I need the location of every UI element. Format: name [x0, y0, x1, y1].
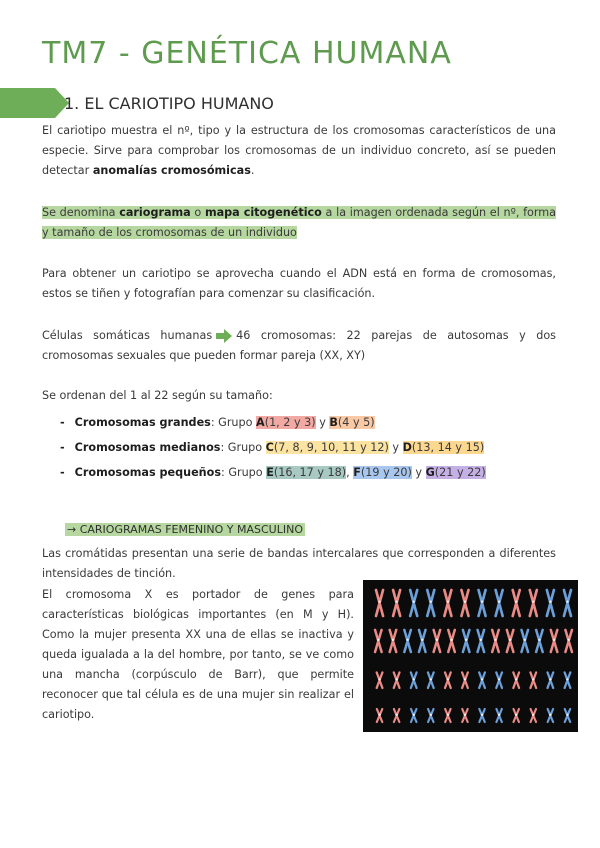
chromosome-mark	[547, 672, 553, 688]
chromosome-mark	[513, 709, 518, 722]
bullet-dash: -	[60, 466, 65, 479]
group-list-item: - Cromosomas grandes: Grupo A(1, 2 y 3) y B(4 y 5)	[60, 416, 375, 429]
section-tab-marker	[0, 88, 55, 118]
group-category-label: Cromosomas medianos	[74, 441, 221, 454]
chromosome-mark	[496, 672, 502, 688]
chromosome-mark	[462, 709, 467, 722]
chromosome-mark	[411, 709, 416, 722]
group-connector-text: Grupo	[218, 416, 257, 429]
cromatidas-paragraph: Las cromátidas presentan una serie de bandas intercalares que corresponden a diferentes intensidades de tinción.	[42, 547, 556, 580]
cariograma-paragraph	[42, 203, 556, 243]
chromosome-mark	[393, 590, 400, 616]
cromosoma-x-paragraph: El cromosoma X es portador de genes para características biológicas importantes (en M y H). Como la mujer presenta XX una de ellas se inactiva y queda igualada a la del hombre, por tanto, se ve como una mancha (corpúsculo de Barr), que permite reconocer que tal célula es de una mujer sin realizar el cariotipo.	[42, 588, 354, 721]
arrow-right-icon	[216, 330, 232, 342]
section-heading: 1. EL CARIOTIPO HUMANO	[64, 94, 274, 113]
anomalias-bold: anomalías cromosómicas	[92, 164, 251, 177]
chromosome-mark	[521, 630, 528, 652]
chromosome-mark	[445, 709, 450, 722]
chromosome-mark	[461, 590, 468, 616]
chromosome-mark	[479, 672, 485, 688]
chromosome-mark	[547, 590, 554, 616]
chromosome-mark	[551, 630, 558, 652]
karyotype-image	[363, 580, 578, 732]
chromosome-mark	[376, 590, 383, 616]
chromosome-mark	[507, 630, 514, 652]
page-title: TM7 - GENÉTICA HUMANA	[42, 36, 452, 71]
chromosome-mark	[411, 672, 417, 688]
chromosome-mark	[564, 590, 571, 616]
ordenan-paragraph: Se ordenan del 1 al 22 según su tamaño:	[42, 389, 273, 402]
group-connector-text: Grupo	[227, 441, 266, 454]
chromosome-mark	[530, 590, 537, 616]
celulas-paragraph	[42, 326, 556, 366]
chromosome-mark	[377, 672, 383, 688]
bullet-dash: -	[60, 441, 65, 454]
chromosome-mark	[377, 709, 382, 722]
chromosome-mark	[445, 672, 451, 688]
group-badge: E(16, 17 y 18)	[266, 466, 347, 479]
chromosome-mark	[404, 630, 411, 652]
group-badge: C(7, 8, 9, 10, 11 y 12)	[265, 441, 389, 454]
chromosome-mark	[536, 630, 543, 652]
chromosome-mark	[428, 709, 433, 722]
chromosome-mark	[548, 709, 553, 722]
intro-end: .	[250, 164, 255, 177]
chromosome-mark	[419, 630, 426, 652]
def-rest: a la imagen ordenada según el nº, forma y tamaño de los cromosomas de un individuo	[42, 206, 557, 239]
cariograma-bold: cariograma	[119, 206, 191, 219]
intro-text: El cariotipo muestra el nº, tipo y la estructura de los cromosomas característicos de una especie. Sirve para comprobar los cromosomas de un individuo concreto, así se pueden detectar	[42, 124, 556, 177]
chromosome-mark	[478, 630, 485, 652]
chromosome-mark	[390, 630, 397, 652]
group-badge: F(19 y 20)	[353, 466, 412, 479]
group-list-item: - Cromosomas pequeños: Grupo E(16, 17 y 18), F(19 y 20) y G(21 y 22)	[60, 466, 486, 479]
group-connector-text: y	[388, 441, 403, 454]
def-or: o	[190, 206, 205, 219]
group-connector-text: y	[411, 466, 426, 479]
chromosome-mark	[462, 672, 468, 688]
intro-paragraph	[42, 121, 556, 181]
chromosome-mark	[513, 590, 520, 616]
obtener-paragraph: Para obtener un cariotipo se aprovecha cuando el ADN está en forma de cromosomas, estos se tiñen y fotografían para comenzar su clasificación.	[42, 267, 556, 300]
chromosome-mark	[479, 590, 486, 616]
chromosome-mark	[427, 590, 434, 616]
chromosome-mark	[394, 709, 399, 722]
chromosome-mark	[448, 630, 455, 652]
chromosome-mark	[565, 630, 572, 652]
celulas-text: 46 cromosomas: 22 parejas de autosomas y dos cromosomas sexuales que pueden formar pareja (XX, XY)	[42, 329, 557, 362]
chromosome-mark	[428, 672, 434, 688]
chromosome-mark	[565, 709, 570, 722]
def-text: Se denomina	[42, 206, 120, 219]
chromosome-mark	[565, 672, 571, 688]
group-connector-text: y	[315, 416, 330, 429]
group-connector-text: ,	[346, 466, 354, 479]
chromosome-mark	[434, 630, 441, 652]
chromosome-mark	[530, 672, 536, 688]
chromosome-mark	[531, 709, 536, 722]
chromosome-mark	[463, 630, 470, 652]
chromosome-mark	[496, 590, 503, 616]
chromosome-mark	[496, 709, 501, 722]
chromosome-mark	[444, 590, 451, 616]
mapa-bold: mapa citogenético	[204, 206, 322, 219]
group-connector-text: Grupo	[228, 466, 267, 479]
group-category-label: Cromosomas pequeños	[74, 466, 221, 479]
group-badge: A(1, 2 y 3)	[256, 416, 316, 429]
group-badge: G(21 y 22)	[425, 466, 486, 479]
chromosome-mark	[513, 672, 519, 688]
chromosome-mark	[492, 630, 499, 652]
subsection-heading: → CARIOGRAMAS FEMENINO Y MASCULINO	[67, 523, 303, 536]
group-category-label: Cromosomas grandes	[74, 416, 211, 429]
chromosome-mark	[394, 672, 400, 688]
chromosome-mark	[410, 590, 417, 616]
chromosome-mark	[375, 630, 382, 652]
bullet-dash: -	[60, 416, 65, 429]
group-badge: B(4 y 5)	[329, 416, 375, 429]
group-badge: D(13, 14 y 15)	[402, 441, 485, 454]
celulas-label: Células somáticas humanas	[42, 329, 213, 342]
group-list-item: - Cromosomas medianos: Grupo C(7, 8, 9, 10, 11 y 12) y D(13, 14 y 15)	[60, 441, 485, 454]
chromosome-mark	[479, 709, 484, 722]
chromosome-groups-list	[60, 410, 486, 485]
